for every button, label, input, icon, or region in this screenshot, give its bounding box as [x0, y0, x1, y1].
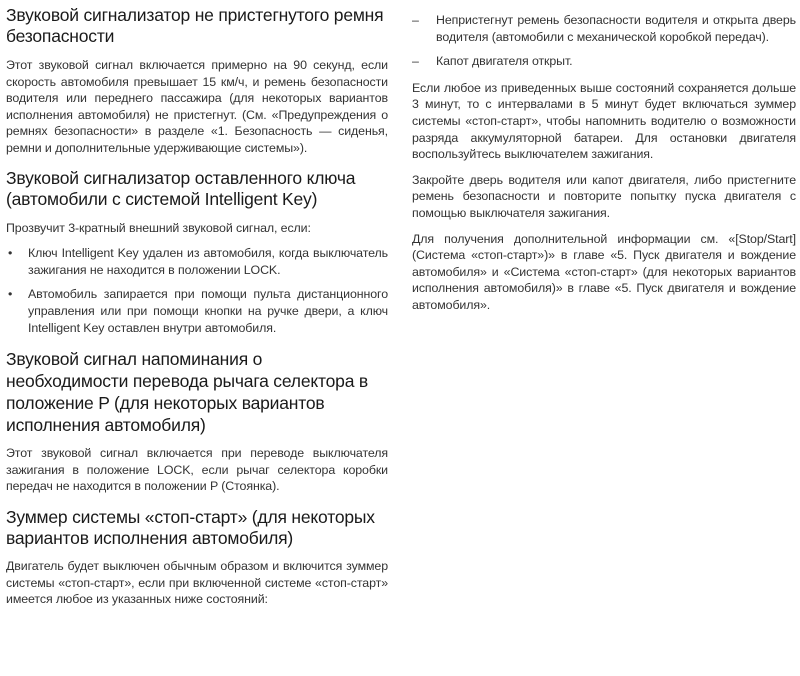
key-reminder-heading: Звуковой сигнализатор оставленного ключа (автомобили с системой Intelligent Key): [6, 167, 356, 209]
key-reminder-intro: Прозвучит 3-кратный внешний звуковой сигнал, если:: [6, 220, 311, 235]
conditions-list: [412, 12, 796, 70]
list-item-text: Автомобиль запирается при помощи пульта дистанционного управления или при помощи кнопки на ручке двери, а ключ Intelligent Key оставлен внутри автомобиля.: [28, 287, 388, 335]
key-reminder-list: [6, 245, 388, 336]
right-column: [412, 0, 796, 314]
more-info-paragraph: Для получения дополнительной информации см. «[Stop/Start] (Система «стоп-старт»)» в главе «5. Пуск двигателя и вождение автомобиля» и «Система «стоп-старт» (для некоторых вариантов исполнения автомобиля)» в главе «5. Пуск двигателя и вождение автомобиля».: [412, 231, 796, 312]
park-reminder-heading: Звуковой сигнал напоминания о необходимости перевода рычага селектора в положение P (для некоторых вариантов исполнения автомобиля): [6, 349, 368, 436]
list-item: [6, 245, 388, 278]
park-reminder-text: Этот звуковой сигнал включается при переводе выключателя зажигания в положение LOCK, если рычаг селектора коробки передач не находится в положении P (Стоянка).: [6, 446, 388, 494]
persist-paragraph: Если любое из приведенных выше состояний сохраняется дольше 3 минут, то с интервалами в 5 минут будет включаться зуммер системы «стоп-старт», чтобы напомнить водителю о возможности разряда аккумуляторной батареи. Для остановки двигателя воспользуйтесь выключателем зажигания.: [412, 80, 796, 162]
list-item: [6, 286, 388, 336]
list-item-text: Ключ Intelligent Key удален из автомобиля, когда выключатель зажигания не находится в положении LOCK.: [28, 246, 388, 277]
dash-mark: –: [412, 13, 419, 27]
seatbelt-chime-heading: Звуковой сигнализатор не пристегнутого ремня безопасности: [6, 5, 384, 46]
seatbelt-chime-text: Этот звуковой сигнал включается примерно на 90 секунд, если скорость автомобиля превышает 15 км/ч, и ремень безопасности водителя или переднего пассажира (для некоторых вариантов исполнения автомобиля) не пристегнут. (См. «Предупреждения о ремнях безопасности» в разделе «1. Безопасность — сиденья, ремни и дополнительные удерживающие системы»).: [6, 58, 388, 155]
dash-mark: –: [412, 54, 419, 69]
bullet-mark: •: [8, 287, 13, 302]
list-item: [412, 12, 796, 45]
list-item-text: Капот двигателя открыт.: [436, 54, 573, 69]
stop-start-buzzer-text: Двигатель будет выключен обычным образом и включится зуммер системы «стоп-старт», если при включенной системе «стоп-старт» имеется любое из указанных ниже состояний:: [6, 558, 388, 607]
list-item-text: Непристегнут ремень безопасности водителя и открыта дверь водителя (автомобили с механической коробкой передач).: [436, 13, 796, 44]
stop-start-buzzer-heading: Зуммер системы «стоп-старт» (для некоторых вариантов исполнения автомобиля): [6, 506, 375, 548]
bullet-mark: •: [8, 246, 13, 261]
left-column: [6, 0, 388, 608]
close-door-paragraph: Закройте дверь водителя или капот двигателя, либо пристегните ремень безопасности и повторите попытку пуска двигателя с помощью выключателя зажигания.: [412, 172, 796, 220]
list-item: [412, 53, 796, 70]
